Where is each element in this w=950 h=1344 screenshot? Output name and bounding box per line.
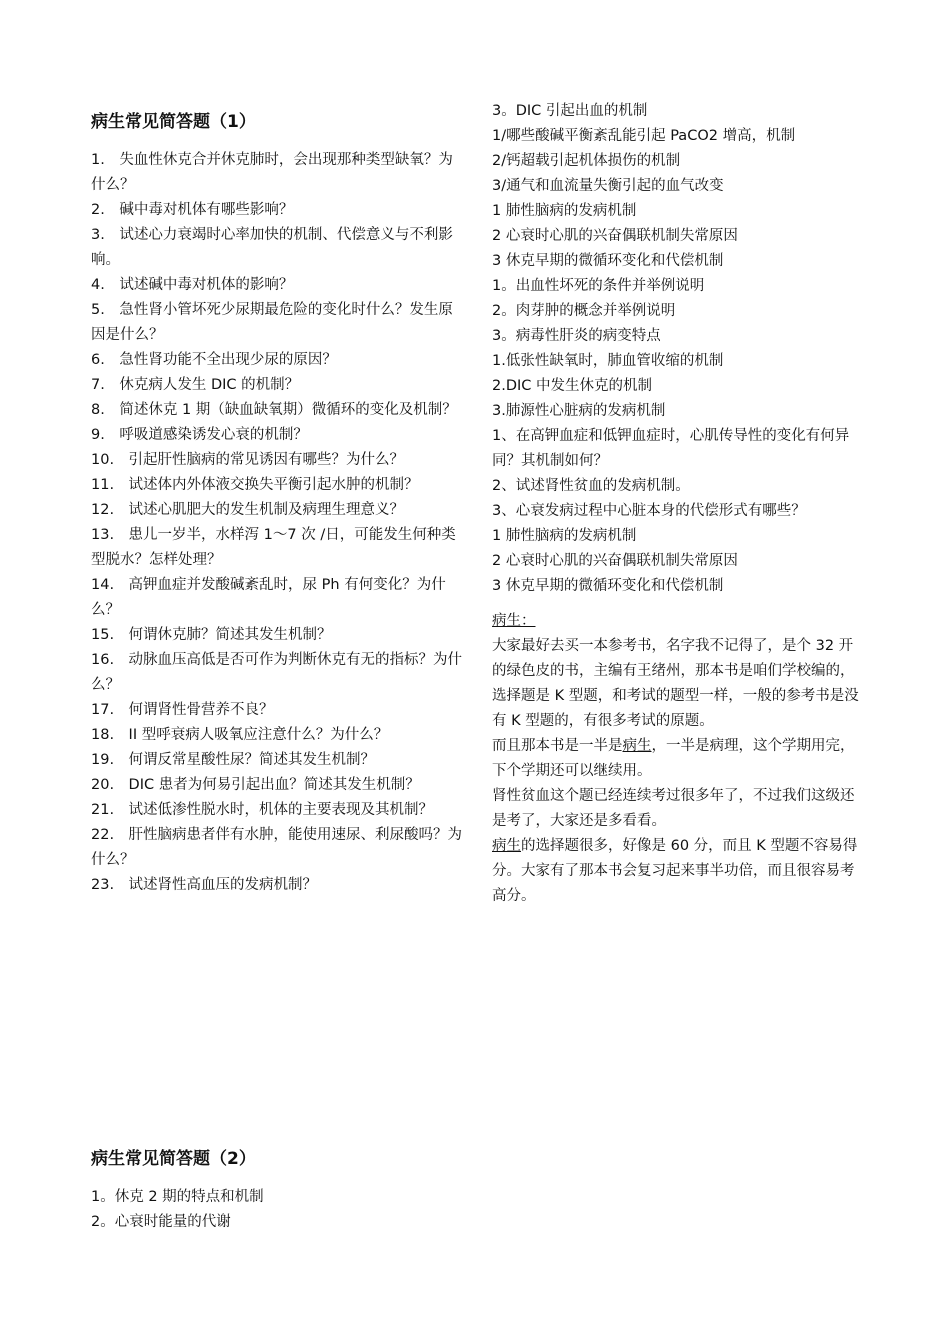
question-item: 5. 急性肾小管坏死少尿期最危险的变化时什么？发生原因是什么？ xyxy=(91,302,453,343)
question-item: 21. 试述低渗性脱水时，机体的主要表现及其机制？ xyxy=(91,802,434,818)
question-item: 18. II 型呼衰病人吸氧应注意什么？为什么？ xyxy=(91,727,389,743)
topic-line: 3 休克早期的微循环变化和代偿机制 xyxy=(492,253,724,269)
topic-line: 2.DIC 中发生休克的机制 xyxy=(492,378,653,394)
section-2 xyxy=(91,1145,463,1235)
topic-list xyxy=(492,99,864,599)
question-item: 23. 试述肾性高血压的发病机制？ xyxy=(91,877,318,893)
question-item: 17. 何谓肾性骨营养不良？ xyxy=(91,702,274,718)
notes-paragraph: 肾性贫血这个题已经连续考过很多年了，不过我们这级还是考了，大家还是多看看。 xyxy=(492,788,855,829)
question-item: 9. 呼吸道感染诱发心衰的机制？ xyxy=(91,427,308,443)
question-item: 16. 动脉血压高低是否可作为判断休克有无的指标？为什么？ xyxy=(91,652,463,693)
question-item: 22. 肝性脑病患者伴有水肿，能使用速尿、利尿酸吗？为什么？ xyxy=(91,827,463,868)
notes-link[interactable]: 病生 xyxy=(622,738,652,754)
question-item: 11. 试述体内外体液交换失平衡引起水肿的机制？ xyxy=(91,477,419,493)
notes-paragraph: 大家最好去买一本参考书，名字我不记得了，是个 32 开的绿色皮的书，主编有王绪州，那本书是咱们学校编的，选择题是 K 型题，和考试的题型一样，一般的参考书是没有 K 型题的，有很多考试的原题。 xyxy=(492,638,859,729)
section-2-line: 1。休克 2 期的特点和机制 xyxy=(91,1189,264,1205)
question-item: 3. 试述心力衰竭时心率加快的机制、代偿意义与不利影响。 xyxy=(91,227,453,268)
question-item: 10. 引起肝性脑病的常见诱因有哪些？为什么？ xyxy=(91,452,405,468)
topic-line: 1。出血性坏死的条件并举例说明 xyxy=(492,278,705,294)
topic-line: 1.低张性缺氧时，肺血管收缩的机制 xyxy=(492,353,724,369)
notes-text: 而且那本书是一半是 xyxy=(492,738,623,754)
topic-line: 3。DIC 引起出血的机制 xyxy=(492,103,648,119)
topic-line: 1 肺性脑病的发病机制 xyxy=(492,528,637,544)
question-item: 20. DIC 患者为何易引起出血？简述其发生机制？ xyxy=(91,777,420,793)
notes-heading xyxy=(492,609,864,634)
topic-line: 1、在高钾血症和低钾血症时，心肌传导性的变化有何异同？其机制如何？ xyxy=(492,428,850,469)
right-column xyxy=(492,99,864,909)
topic-line: 3.肺源性心脏病的发病机制 xyxy=(492,403,666,419)
question-item: 6. 急性肾功能不全出现少尿的原因？ xyxy=(91,352,337,368)
notes-text: ，一半是病理，这个学期用完，下个学期还可以继续用。 xyxy=(492,738,855,779)
section-1 xyxy=(91,108,463,898)
notes-paragraph xyxy=(492,734,864,784)
section-1-title: 病生常见简答题（1） xyxy=(91,112,256,132)
notes-heading-link[interactable]: 病生 xyxy=(492,613,521,629)
topic-line: 2/钙超载引起机体损伤的机制 xyxy=(492,153,681,169)
topic-line: 1/哪些酸碱平衡紊乱能引起 PaCO2 增高，机制 xyxy=(492,128,796,144)
topic-line: 3/通气和血流量失衡引起的血气改变 xyxy=(492,178,724,194)
question-item: 15. 何谓休克肺？简述其发生机制？ xyxy=(91,627,332,643)
question-item: 1. 失血性休克合并休克肺时，会出现那种类型缺氧？为什么？ xyxy=(91,152,453,193)
notes-heading-colon: ： xyxy=(521,613,536,629)
notes-paragraph xyxy=(492,834,864,909)
notes-text: 的选择题很多，好像是 60 分，而且 K 型题不容易得分。大家有了那本书会复习起来事半功倍，而且很容易考高分。 xyxy=(492,838,858,904)
section-2-title: 病生常见简答题（2） xyxy=(91,1149,256,1169)
notes-link[interactable]: 病生 xyxy=(492,838,521,854)
topic-line: 2 心衰时心肌的兴奋偶联机制失常原因 xyxy=(492,228,738,244)
topic-line: 3。病毒性肝炎的病变特点 xyxy=(492,328,661,344)
question-list xyxy=(91,148,463,898)
question-item: 4. 试述碱中毒对机体的影响？ xyxy=(91,277,294,293)
question-item: 8. 简述休克 1 期（缺血缺氧期）微循环的变化及机制？ xyxy=(91,402,457,418)
topic-line: 2。肉芽肿的概念并举例说明 xyxy=(492,303,676,319)
topic-line: 2、试述肾性贫血的发病机制。 xyxy=(492,478,690,494)
topic-line: 1 肺性脑病的发病机制 xyxy=(492,203,637,219)
question-item: 14. 高钾血症并发酸碱紊乱时，尿 Ph 有何变化？为什么？ xyxy=(91,577,446,618)
question-item: 7. 休克病人发生 DIC 的机制？ xyxy=(91,377,300,393)
question-item: 2. 碱中毒对机体有哪些影响？ xyxy=(91,202,294,218)
topic-line: 2 心衰时心肌的兴奋偶联机制失常原因 xyxy=(492,553,738,569)
topic-line: 3、心衰发病过程中心脏本身的代偿形式有哪些？ xyxy=(492,503,806,519)
topic-line: 3 休克早期的微循环变化和代偿机制 xyxy=(492,578,724,594)
question-item: 12. 试述心肌肥大的发生机制及病理生理意义？ xyxy=(91,502,405,518)
question-item: 13. 患儿一岁半，水样泻 1～7 次 /日，可能发生何种类型脱水？怎样处理？ xyxy=(91,527,456,568)
section-2-line: 2。心衰时能量的代谢 xyxy=(91,1214,231,1230)
question-item: 19. 何谓反常星酸性尿？简述其发生机制？ xyxy=(91,752,376,768)
